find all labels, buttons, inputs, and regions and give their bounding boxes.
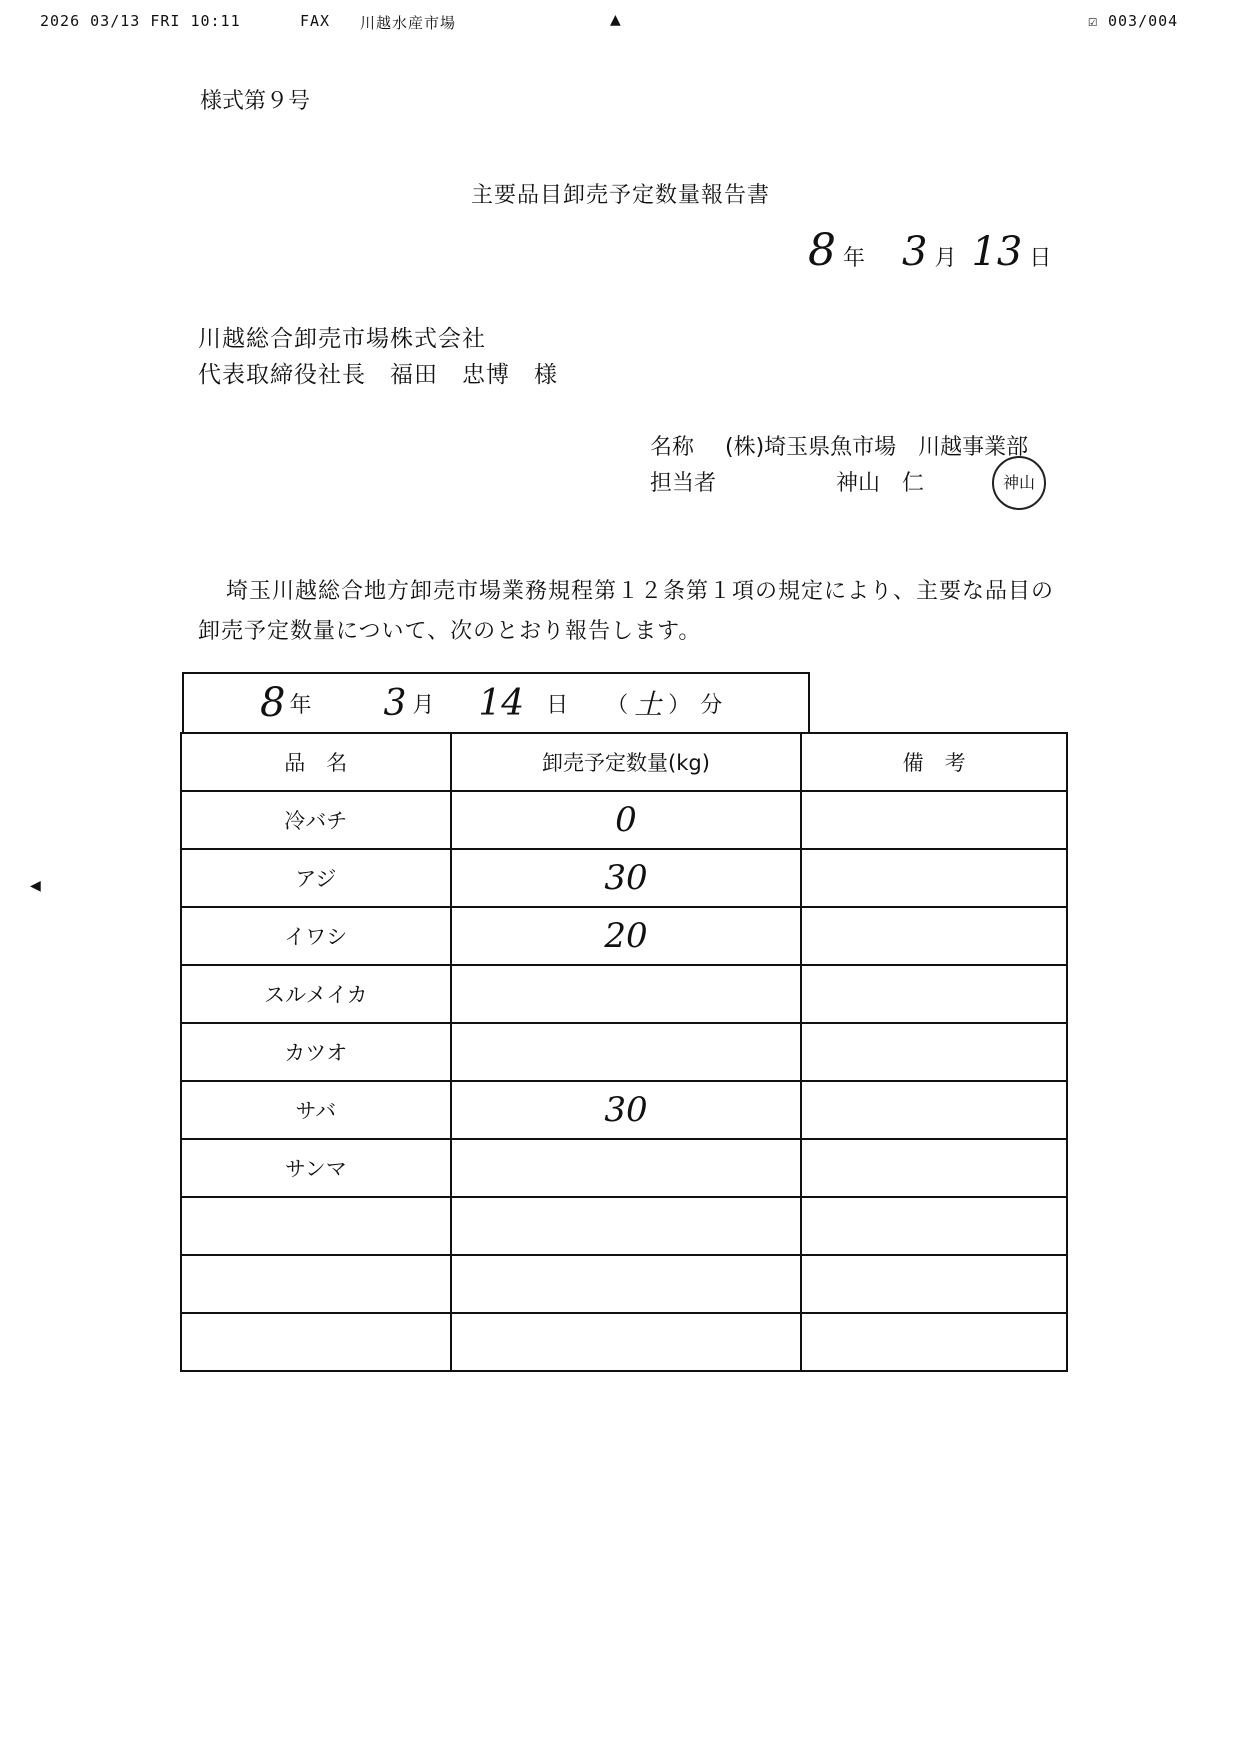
report-date-month: 3 [902,229,928,275]
row-quantity [451,965,802,1023]
fax-header-sender: 川越水産市場 [360,14,457,32]
row-note [801,849,1067,907]
addressee-representative: 代表取締役社長 福田 忠博 様 [198,362,558,388]
period-weekday-open: （ [606,692,629,718]
row-item: サバ [181,1081,451,1139]
table-row [181,791,1067,849]
table-row [181,1197,1067,1255]
row-item: カツオ [181,1023,451,1081]
header-notes: 備 考 [801,733,1067,791]
report-date [808,225,1051,276]
row-quantity [451,1197,802,1255]
row-quantity: 30 [451,1081,802,1139]
period-header [182,672,810,732]
sender-name-label: 名称 [650,435,695,460]
table-header-row [181,733,1067,791]
period-day: 14 [478,682,525,724]
row-item: スルメイカ [181,965,451,1023]
period-weekday: 土 [634,688,663,721]
fax-page-icon: ☑ [1088,12,1099,30]
row-item: 冷バチ [181,791,451,849]
row-quantity: 30 [451,849,802,907]
row-quantity [451,1313,802,1371]
table-row [181,1313,1067,1371]
header-item-name: 品 名 [181,733,451,791]
period-weekday-close: ） [668,692,691,718]
period-suffix: 分 [700,692,723,718]
report-date-year: 8 [808,225,836,276]
period-month-unit: 月 [412,692,435,718]
table-row [181,1139,1067,1197]
seal-text: 神山 [1002,473,1035,492]
document-title: 主要品目卸売予定数量報告書 [470,183,770,208]
row-note [801,1255,1067,1313]
row-quantity [451,1139,802,1197]
table-row [181,1255,1067,1313]
table-row [181,1023,1067,1081]
row-quantity: 0 [451,791,802,849]
form-number: 様式第９号 [200,89,311,114]
row-item: イワシ [181,907,451,965]
row-item: サンマ [181,1139,451,1197]
fax-header-type: FAX [300,12,331,30]
header-quantity: 卸売予定数量(kg) [451,733,802,791]
scan-mark-up-icon: ▲ [610,12,621,28]
row-quantity: 20 [451,907,802,965]
report-date-year-unit: 年 [843,246,866,271]
row-quantity [451,1023,802,1081]
row-note [801,1081,1067,1139]
period-year: 8 [260,680,286,726]
row-quantity [451,1255,802,1313]
fax-header-page: 003/004 [1108,12,1179,30]
row-note [801,1313,1067,1371]
table-row [181,965,1067,1023]
row-item [181,1255,451,1313]
row-note [801,1023,1067,1081]
row-item: アジ [181,849,451,907]
table-row [181,849,1067,907]
row-item [181,1197,451,1255]
report-date-month-unit: 月 [934,246,957,271]
report-date-day-unit: 日 [1029,246,1052,271]
addressee-company: 川越総合卸売市場株式会社 [198,326,486,352]
report-date-day: 13 [971,229,1023,275]
row-note [801,907,1067,965]
sender-name-value: (株)埼玉県魚市場 川越事業部 [725,435,1029,460]
period-day-unit: 日 [546,692,569,718]
personal-seal-stamp [992,456,1046,510]
row-note [801,1139,1067,1197]
row-note [801,1197,1067,1255]
row-item [181,1313,451,1371]
period-year-unit: 年 [289,692,312,718]
sender-person-label: 担当者 [650,471,717,496]
period-month: 3 [383,682,407,724]
body-paragraph: 埼玉川越総合地方卸売市場業務規程第１２条第１項の規定により、主要な品目の卸売予定数量について、次のとおり報告します。 [198,579,1055,644]
row-note [801,965,1067,1023]
sender-person-value: 神山 仁 [836,471,925,496]
quantity-table [180,732,1068,1372]
table-row [181,907,1067,965]
scan-mark-left-icon: ◀ [30,878,41,894]
fax-header-datetime: 2026 03/13 FRI 10:11 [40,12,241,30]
row-note [801,791,1067,849]
table-row [181,1081,1067,1139]
